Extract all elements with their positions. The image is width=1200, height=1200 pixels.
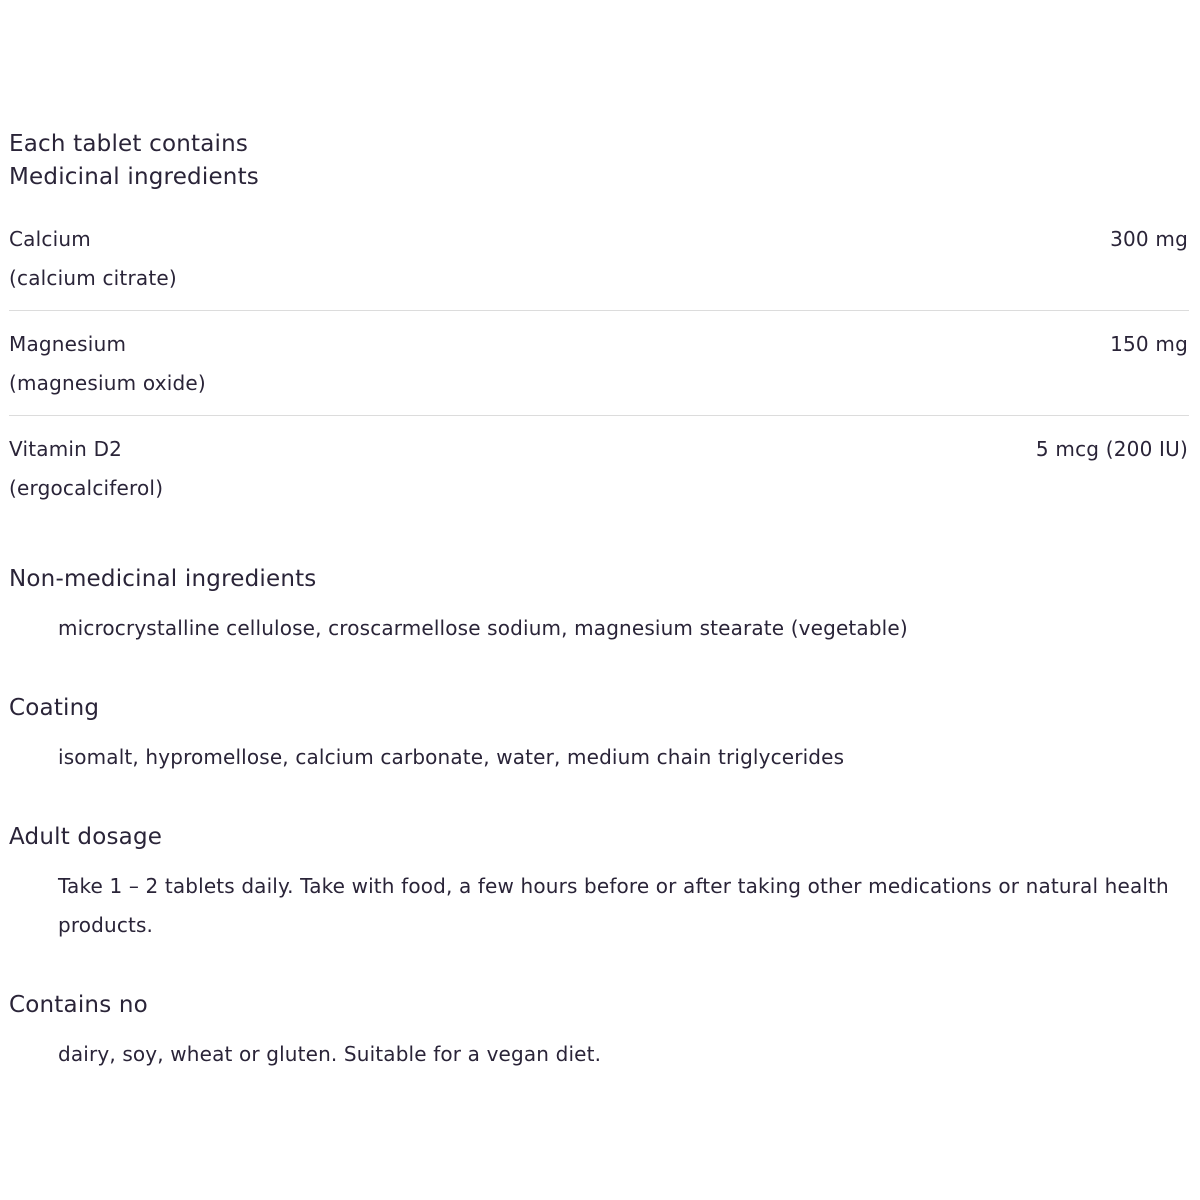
ingredient-amount-magnesium: 150 mg (1110, 332, 1188, 356)
ingredient-source-magnesium: (magnesium oxide) (9, 371, 206, 395)
contains-no-heading: Contains no (9, 992, 148, 1018)
adult-dosage-text: Take 1 – 2 tablets daily. Take with food, a few hours before or after taking other medications or natural health products. (58, 874, 1169, 937)
each-tablet-heading: Each tablet contains (9, 131, 249, 157)
ingredient-source-calcium: (calcium citrate) (9, 266, 177, 290)
ingredient-divider (9, 310, 1189, 311)
non-medicinal-heading: Non-medicinal ingredients (9, 566, 317, 592)
ingredient-amount-calcium: 300 mg (1110, 227, 1188, 251)
ingredient-name-calcium: Calcium (9, 227, 91, 251)
non-medicinal-text: microcrystalline cellulose, croscarmellose sodium, magnesium stearate (vegetable) (58, 616, 908, 640)
medicinal-ingredients-heading: Medicinal ingredients (9, 164, 259, 190)
ingredient-source-vitamin-d2: (ergocalciferol) (9, 476, 164, 500)
ingredient-divider (9, 415, 1189, 416)
coating-heading: Coating (9, 695, 100, 721)
ingredient-amount-vitamin-d2: 5 mcg (200 IU) (1035, 437, 1188, 461)
adult-dosage-heading: Adult dosage (9, 824, 163, 850)
ingredient-name-vitamin-d2: Vitamin D2 (9, 437, 123, 461)
contains-no-text: dairy, soy, wheat or gluten. Suitable for a vegan diet. (58, 1042, 602, 1066)
coating-text: isomalt, hypromellose, calcium carbonate, water, medium chain triglycerides (58, 745, 845, 769)
ingredient-name-magnesium: Magnesium (9, 332, 127, 356)
